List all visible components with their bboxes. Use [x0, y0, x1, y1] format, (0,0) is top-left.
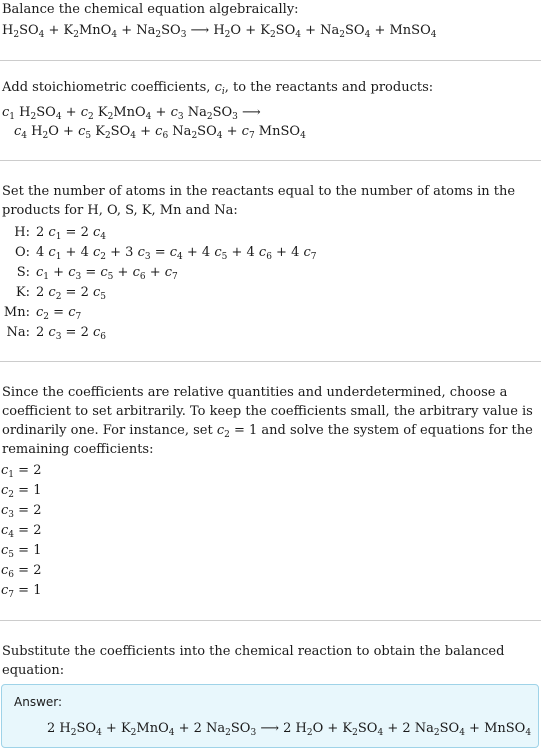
solution-c2: $c_2 = 1$	[1, 483, 42, 500]
unbalanced-equation: $H_2SO_4 + K_2MnO_4 + Na_2SO_3$ ⟶ $H_2O + K_2SO_4 + Na_2SO_4$ + MnSO$_4$	[2, 23, 437, 40]
step1-instruction: Balance the chemical equation algebraically:	[2, 2, 299, 17]
atom-balance-equation-na: 2 $c_3 = 2$ $c_6$	[36, 325, 106, 342]
solution-c3: $c_3 = 2$	[1, 503, 42, 520]
coefficient-equation-line2: $c_4$ $H_2O + c_5$ $K_2SO_4 + c_6$ $Na_2SO_4 + c_7$ MnSO$_4$	[14, 124, 306, 141]
divider	[0, 361, 541, 362]
step4-line4: remaining coefficients:	[2, 442, 154, 457]
atom-balance-equation-mn: $c_2 = c_7$	[36, 305, 82, 322]
atom-balance-equation-s: $c_1 + c_3 = c_5 + c_6 + c_7$	[36, 265, 178, 282]
element-label-h: H:	[14, 225, 30, 240]
element-label-o: O:	[14, 245, 30, 260]
solution-c7: $c_7 = 1$	[1, 583, 42, 600]
divider	[0, 60, 541, 61]
element-label-mn: Mn:	[3, 305, 30, 320]
solution-c6: $c_6 = 2$	[1, 563, 42, 580]
solution-c5: $c_5 = 1$	[1, 543, 42, 560]
balanced-equation: 2 $H_2SO_4 + K_2MnO_4 + 2$ $Na_2SO_3$ ⟶ 2 $H_2O + K_2SO_4 + 2$ $Na_2SO_4$ + MnSO$_4$	[47, 721, 532, 738]
element-label-na: Na:	[6, 325, 30, 340]
step4-line3: ordinarily one. For instance, set $c_2 = 1$ and solve the system of equations for the	[2, 423, 533, 440]
step2-instruction: Add stoichiometric coefficients, $c_i$, to the reactants and products:	[2, 80, 434, 97]
step3-instruction-line2: products for H, O, S, K, Mn and Na:	[2, 203, 238, 218]
answer-label: Answer:	[14, 695, 63, 709]
step5-line2: equation:	[2, 663, 65, 678]
element-label-s: S:	[16, 265, 30, 280]
step5-line1: Substitute the coefficients into the chemical reaction to obtain the balanced	[2, 644, 505, 659]
divider	[0, 620, 541, 621]
solution-c4: $c_4 = 2$	[1, 523, 42, 540]
atom-balance-equation-h: 2 $c_1 = 2$ $c_4$	[36, 225, 106, 242]
step3-instruction-line1: Set the number of atoms in the reactants equal to the number of atoms in the	[2, 184, 516, 199]
solution-c1: $c_1 = 2$	[1, 463, 42, 480]
step4-line2: coefficient to set arbitrarily. To keep the coefficients small, the arbitrary value is	[2, 404, 533, 419]
coefficient-equation-line1: $c_1$ $H_2SO_4 + c_2$ $K_2MnO_4 + c_3$ $Na_2SO_3$ ⟶	[2, 105, 261, 122]
element-label-k: K:	[15, 285, 30, 300]
step4-line1: Since the coefficients are relative quantities and underdetermined, choose a	[2, 385, 508, 400]
divider	[0, 160, 541, 161]
answer-box	[1, 684, 539, 748]
atom-balance-equation-k: 2 $c_2 = 2$ $c_5$	[36, 285, 106, 302]
atom-balance-equation-o: 4 $c_1 + 4$ $c_2 + 3$ $c_3 = c_4 + 4$ $c_5 + 4$ $c_6 + 4$ $c_7$	[36, 245, 317, 262]
